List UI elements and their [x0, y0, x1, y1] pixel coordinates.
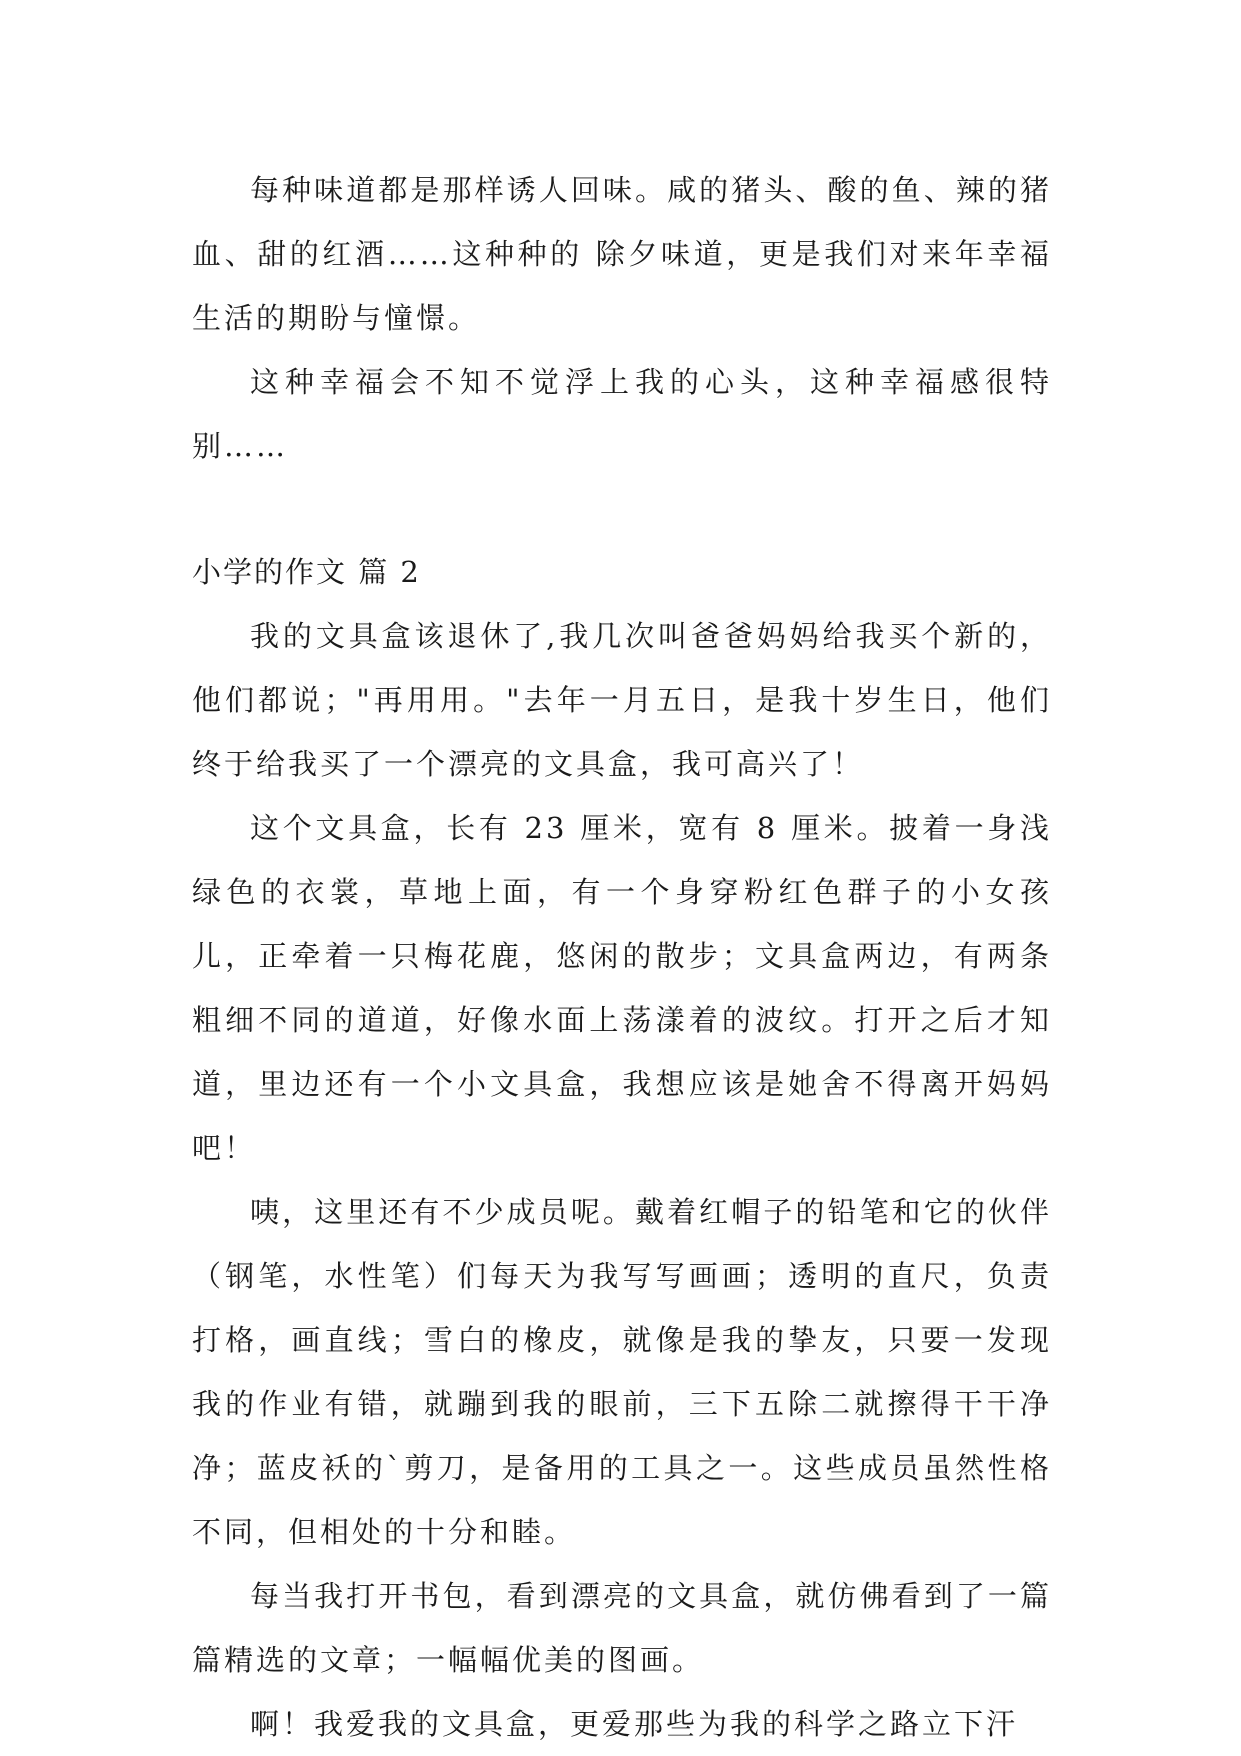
section-heading: 小学的作文 篇 2 [192, 555, 421, 589]
paragraph: 咦，这里还有不少成员呢。戴着红帽子的铅笔和它的伙伴（钢笔，水性笔）们每天为我写写画画；透明的直尺，负责打格，画直线；雪白的橡皮，就像是我的挚友，只要一发现我的作业有错，就蹦到我的眼前，三下五除二就擦得干干净净；蓝皮袄的`剪刀，是备用的工具之一。这些成员虽然性格不同，但相处的十分和睦。 [192, 1195, 1052, 1549]
paragraph: 每当我打开书包，看到漂亮的文具盒，就仿佛看到了一篇篇精选的文章；一幅幅优美的图画。 [192, 1579, 1052, 1677]
document-body [192, 158, 1052, 1756]
paragraph: 这种幸福会不知不觉浮上我的心头，这种幸福感很特别…… [192, 365, 1052, 463]
paragraph: 啊！我爱我的文具盒，更爱那些为我的科学之路立下汗 [250, 1707, 1019, 1741]
paragraph: 每种味道都是那样诱人回味。咸的猪头、酸的鱼、辣的猪血、甜的红酒……这种种的 除夕味道，更是我们对来年幸福生活的期盼与憧憬。 [192, 173, 1052, 335]
paragraph: 这个文具盒，长有 23 厘米，宽有 8 厘米。披着一身浅绿色的衣裳，草地上面，有一个身穿粉红色群子的小女孩儿，正牵着一只梅花鹿，悠闲的散步；文具盒两边，有两条粗细不同的道道，好像水面上荡漾着的波纹。打开之后才知道，里边还有一个小文具盒，我想应该是她舍不得离开妈妈吧！ [192, 811, 1052, 1165]
paragraph: 我的文具盒该退休了,我几次叫爸爸妈妈给我买个新的，他们都说；"再用用。"去年一月五日，是我十岁生日，他们终于给我买了一个漂亮的文具盒，我可高兴了！ [192, 619, 1052, 781]
